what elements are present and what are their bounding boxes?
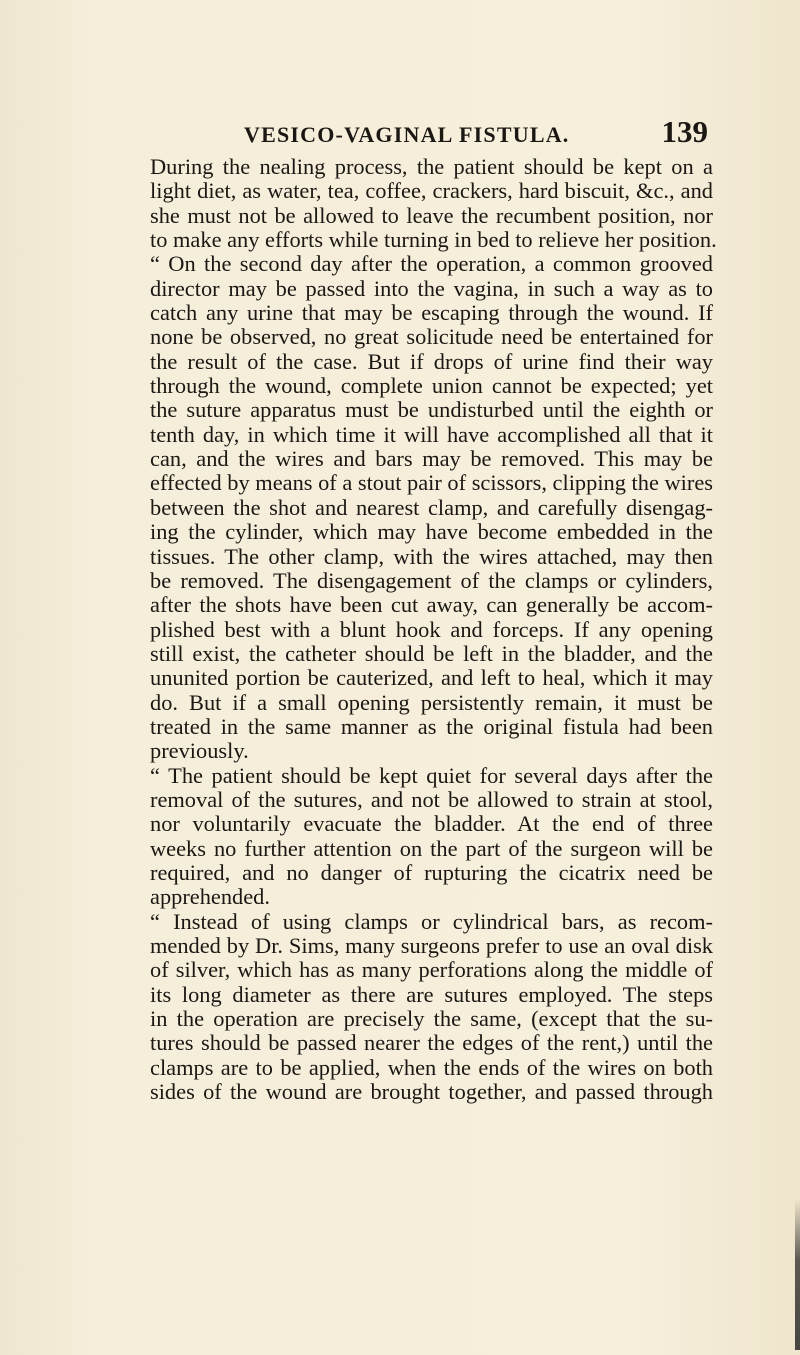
text-line: she must not be allowed to leave the recumbent position, nor (150, 202, 713, 228)
text-line: “ Instead of using clamps or cylindrical bars, as recom- (150, 908, 713, 934)
text-line: its long diameter as there are sutures employed. The steps (150, 981, 713, 1007)
text-line: removal of the sutures, and not be allowed to strain at stool, (150, 786, 713, 812)
text-line: clamps are to be applied, when the ends of the wires on both (150, 1054, 713, 1080)
text-line: previously. (150, 738, 249, 764)
text-line: the result of the case. But if drops of urine find their way (150, 348, 713, 374)
text-line: ununited portion be cauterized, and left to heal, which it may (150, 665, 713, 691)
text-line: through the wound, complete union cannot be expected; yet (150, 373, 713, 399)
text-line: During the nealing process, the patient should be kept on a (150, 154, 713, 179)
text-line: plished best with a blunt hook and forceps. If any opening (150, 616, 713, 642)
text-line: director may be passed into the vagina, in such a way as to (150, 275, 713, 301)
text-line: after the shots have been cut away, can generally be accom- (150, 592, 713, 618)
page-number: 139 (661, 114, 708, 149)
text-line: tissues. The other clamp, with the wires attached, may then (150, 543, 713, 569)
text-line: can, and the wires and bars may be removed. This may be (150, 446, 713, 472)
text-line: weeks no further attention on the part of the surgeon will be (150, 835, 713, 861)
text-line: still exist, the catheter should be left in the bladder, and the (150, 640, 713, 666)
text-line: be removed. The disengagement of the clamps or cylinders, (150, 567, 713, 593)
text-line: catch any urine that may be escaping through the wound. If (150, 300, 713, 326)
text-line: “ On the second day after the operation, a common grooved (150, 251, 713, 277)
text-line: apprehended. (150, 884, 270, 910)
text-line: effected by means of a stout pair of scissors, clipping the wires (150, 470, 713, 496)
text-line: of silver, which has as many perforations along the middle of (150, 957, 713, 983)
text-line: the suture apparatus must be undisturbed until the eighth or (150, 397, 713, 423)
text-line: tenth day, in which time it will have accomplished all that it (150, 421, 713, 447)
page-header (148, 114, 708, 154)
text-line: ing the cylinder, which may have become embedded in the (150, 519, 713, 545)
text-line: none be observed, no great solicitude need be entertained for (150, 324, 713, 350)
page-edge-shadow (795, 1200, 800, 1350)
text-line: do. But if a small opening persistently remain, it must be (150, 689, 713, 715)
text-line: in the operation are precisely the same, (except that the su- (150, 1006, 713, 1032)
text-line: “ The patient should be kept quiet for several days after the (150, 762, 713, 788)
text-line: to make any efforts while turning in bed to relieve her position. (150, 227, 717, 253)
body-text (150, 154, 717, 1105)
text-line: nor voluntarily evacuate the bladder. At the end of three (150, 811, 713, 837)
text-line: tures should be passed nearer the edges of the rent,) until the (150, 1030, 713, 1056)
text-line: light diet, as water, tea, coffee, crackers, hard biscuit, &c., and (150, 178, 713, 204)
text-line: sides of the wound are brought together, and passed through (150, 1079, 713, 1105)
text-line: required, and no danger of rupturing the cicatrix need be (150, 859, 713, 885)
text-line: treated in the same manner as the original fistula had been (150, 713, 713, 739)
text-line: between the shot and nearest clamp, and carefully disengag- (150, 494, 713, 520)
running-head: VESICO-VAGINAL FISTULA. (244, 122, 570, 147)
text-line: mended by Dr. Sims, many surgeons prefer to use an oval disk (150, 933, 713, 958)
